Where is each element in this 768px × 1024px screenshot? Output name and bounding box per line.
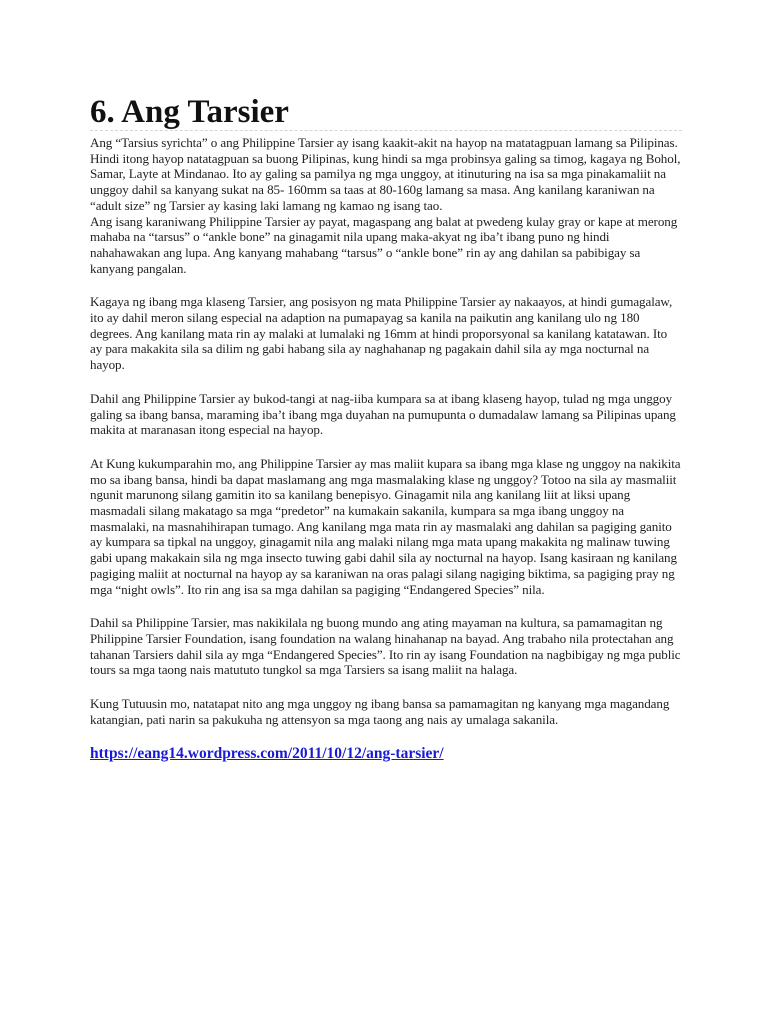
paragraph-foundation: Dahil sa Philippine Tarsier, mas nakikilala ng buong mundo ang ating mayaman na kultura, sa pamamagitan ng Philippine Tarsier Foundation, isang foundation na walang hinahanap na bayad. Ang trabaho nila protectahan ang tahanan Tarsiers dahil sila ay mga “Endangered Species”. Ito rin ay isang Foundation na nagbibigay ng mga public tours sa mga taong nais matututo tungkol sa mga Tarsiers sa isang maliit na halaga. bbox=[90, 615, 681, 678]
paragraph-conclusion: Kung Tutuusin mo, natatapat nito ang mga unggoy ng ibang bansa sa pamamagitan ng kanyang mga magandang katangian, pati narin sa pakukuha ng attensyon sa mga taong ang nais ay umalaga sakanila. bbox=[90, 696, 670, 727]
paragraph-intro: Ang “Tarsius syrichta” o ang Philippine Tarsier ay isang kaakit-akit na hayop na matatagpuan lamang sa Pilipinas. Hindi itong hayop natatagpuan sa buong Pilipinas, kung hindi sa mga probinsya galing sa timog, kagaya ng Bohol, Samar, Layte at Mindanao. Ito ay galing sa pamilya ng mga unggoy, at itinuturing na isa sa mga pinakamaliit na unggoy dahil sa kanyang sukat na 85- 160mm sa taas at 80-160g lamang sa masa. Ang kanilang karaniwan na “adult size” ng Tarsier ay kasing laki lamang ng kamao ng isang tao. bbox=[90, 135, 681, 213]
page-title: 6. Ang Tarsier bbox=[90, 94, 289, 130]
paragraph-eyes: Kagaya ng ibang mga klaseng Tarsier, ang posisyon ng mata Philippine Tarsier ay nakaayos, at hindi gumagalaw, ito ay dahil meron silang especial na adaption na pumapayag sa kanila na paikutin ang kanilang ulo ng 180 degrees. Ang kanilang mata rin ay malaki at lumalaki ng 16mm at hindi proporsyonal sa kanilang katatawan. Ito ay para makakita sila sa dilim ng gabi habang sila ay naghahanap ng pagakain dahil sila ay mga nocturnal na hayop. bbox=[90, 294, 673, 373]
document-page bbox=[90, 92, 682, 764]
paragraph-spacer bbox=[90, 276, 682, 294]
source-link[interactable]: https://eang14.wordpress.com/2011/10/12/ang-tarsier/ bbox=[90, 744, 444, 762]
paragraph-spacer bbox=[90, 373, 682, 391]
paragraph-description: Ang isang karaniwang Philippine Tarsier ay payat, magaspang ang balat at pwedeng kulay gray or kape at merong mahaba na “tarsus” o “ankle bone” na ginagamit nila upang maka-akyat ng iba’t ibang puno ng hindi nahahawakan ang lupa. Ang kanyang mahabang “tarsus” o “ankle bone” rin ay ang dahilan sa pabibigay sa kanyang pangalan. bbox=[90, 213, 678, 276]
paragraph-spacer bbox=[90, 597, 682, 615]
paragraph-spacer bbox=[90, 438, 682, 456]
paragraph-size-comparison: At Kung kukumparahin mo, ang Philippine Tarsier ay mas maliit kupara sa ibang mga klase ng unggoy na nakikita mo sa ibang bansa, hindi ba dapat maslamang ang mga masmalaking klase ng unggoy? Totoo na sila ay masmaliit ngunit marunong silang gamitin ito sa kanilang benepisyo. Ginagamit nila ang kanilang liit at liksi upang masmadali silang makatago sa mga “predetor” na kumakain sakanila, kumpara sa mga ibang unggoy na masmalaki, na masnahihirapan tumago. Ang kanilang mga mata rin ay masmalaki ang dahilan sa pagiging ganito ay kumpara sa tipkal na unggoy, ginagamit nila ang malaki nilang mga mata upang makakita ng malinaw tuwing gabi upang makakain sila ng mga insecto tuwing gabi dahil sila ay nocturnal na hayop. Isang kasiraan ng kanilang pagiging maliit at nocturnal na hayop ay sa karaniwan na oras palagi silang nagiging biktima, sa pagiging pray ng mga “night owls”. Ito rin ang isa sa mga dahilan sa pagiging “Endangered Species” nila. bbox=[90, 455, 681, 597]
paragraph-spacer bbox=[90, 678, 682, 696]
paragraph-tourism: Dahil ang Philippine Tarsier ay bukod-tangi at nag-iiba kumpara sa at ibang klaseng hayop, tulad ng mga unggoy galing sa ibang bansa, maraming iba’t ibang mga duyahan na pumupunta o dumadalaw lamang sa Pilipinas upang makita at maranasan itong especial na hayop. bbox=[90, 390, 676, 438]
